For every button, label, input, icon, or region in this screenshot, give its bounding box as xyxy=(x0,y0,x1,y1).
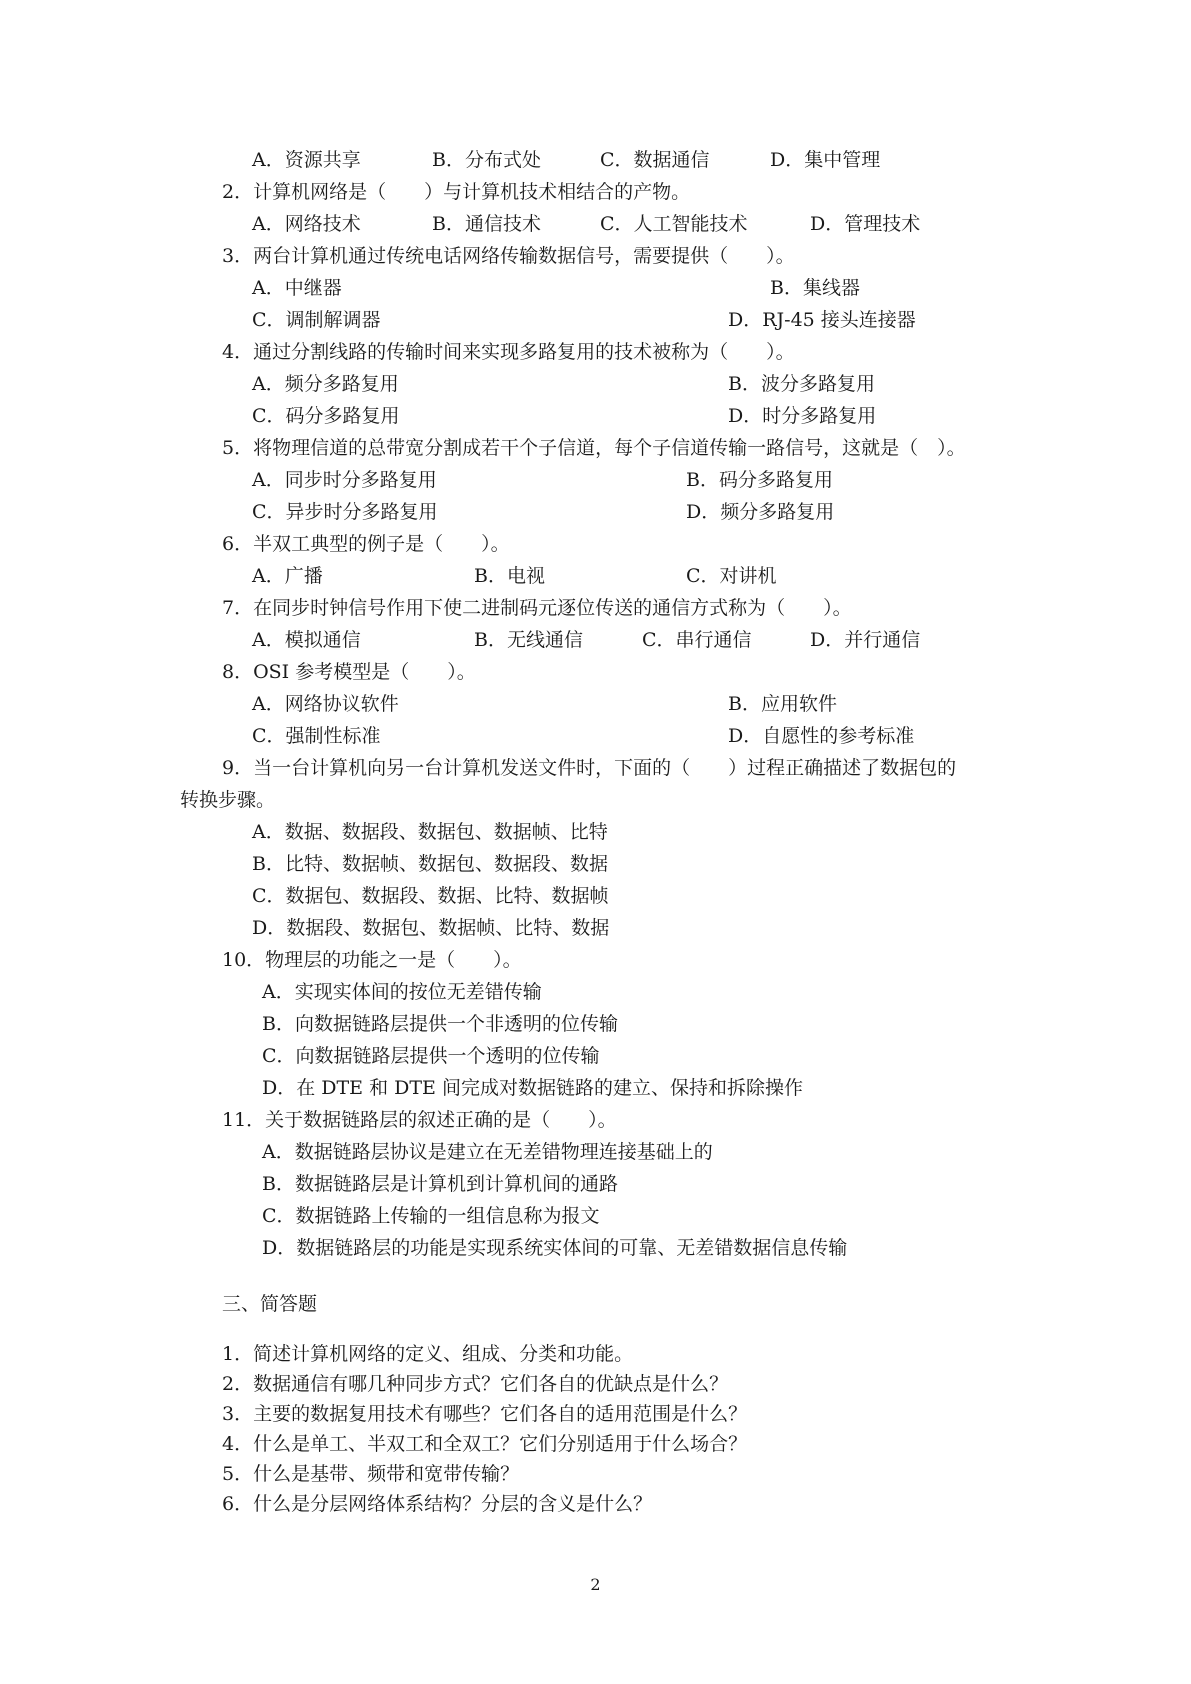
question-stem: 9．当一台计算机向另一台计算机发送文件时，下面的（ ）过程正确描述了数据包的 xyxy=(222,757,957,779)
option: B．无线通信 xyxy=(474,629,583,651)
option: A．网络技术 xyxy=(252,213,361,235)
option: B．波分多路复用 xyxy=(728,373,875,395)
option: B．数据链路层是计算机到计算机间的通路 xyxy=(262,1173,618,1195)
option: B．向数据链路层提供一个非透明的位传输 xyxy=(262,1013,618,1035)
option: B．集线器 xyxy=(770,277,860,299)
option: C．数据包、数据段、数据、比特、数据帧 xyxy=(252,885,609,907)
option: D．数据段、数据包、数据帧、比特、数据 xyxy=(252,917,610,939)
option: D．RJ-45 接头连接器 xyxy=(728,309,916,331)
option: A．中继器 xyxy=(252,277,342,299)
short-answer-question: 5．什么是基带、频带和宽带传输？ xyxy=(222,1463,520,1485)
option: A．广播 xyxy=(252,565,323,587)
short-answer-question: 2．数据通信有哪几种同步方式？它们各自的优缺点是什么？ xyxy=(222,1373,729,1395)
short-answer-question: 4．什么是单工、半双工和全双工？它们分别适用于什么场合？ xyxy=(222,1433,748,1455)
option: B．码分多路复用 xyxy=(686,469,833,491)
question-stem-continued: 转换步骤。 xyxy=(180,789,276,811)
option: D．自愿性的参考标准 xyxy=(728,725,915,747)
question-stem: 6．半双工典型的例子是（ ）。 xyxy=(222,533,510,555)
page-number: 2 xyxy=(590,1575,601,1594)
option: D．时分多路复用 xyxy=(728,405,877,427)
option: C．数据链路上传输的一组信息称为报文 xyxy=(262,1205,600,1227)
section-heading: 三、简答题 xyxy=(222,1293,318,1315)
option: D．集中管理 xyxy=(770,149,881,171)
question-stem: 4．通过分割线路的传输时间来实现多路复用的技术被称为（ ）。 xyxy=(222,341,795,363)
option: A．数据、数据段、数据包、数据帧、比特 xyxy=(252,821,608,843)
short-answer-question: 1．简述计算机网络的定义、组成、分类和功能。 xyxy=(222,1343,634,1365)
option: C．人工智能技术 xyxy=(600,213,748,235)
option: D．并行通信 xyxy=(810,629,921,651)
question-stem: 10．物理层的功能之一是（ ）。 xyxy=(222,949,522,971)
short-answer-question: 6．什么是分层网络体系结构？分层的含义是什么？ xyxy=(222,1493,653,1515)
option: B．比特、数据帧、数据包、数据段、数据 xyxy=(252,853,608,875)
question-stem: 5．将物理信道的总带宽分割成若干个子信道，每个子信道传输一路信号，这就是（ ）。 xyxy=(222,437,966,459)
option: B．通信技术 xyxy=(432,213,541,235)
option: C．串行通信 xyxy=(642,629,752,651)
short-answer-question: 3．主要的数据复用技术有哪些？它们各自的适用范围是什么？ xyxy=(222,1403,748,1425)
option: D．频分多路复用 xyxy=(686,501,835,523)
option: B．应用软件 xyxy=(728,693,837,715)
question-stem: 11．关于数据链路层的叙述正确的是（ ）。 xyxy=(222,1109,617,1131)
option: A．实现实体间的按位无差错传输 xyxy=(262,981,542,1003)
option: A．网络协议软件 xyxy=(252,693,399,715)
option: A．同步时分多路复用 xyxy=(252,469,437,491)
option: B．电视 xyxy=(474,565,545,587)
option: C．对讲机 xyxy=(686,565,777,587)
option: C．向数据链路层提供一个透明的位传输 xyxy=(262,1045,600,1067)
option: C．调制解调器 xyxy=(252,309,381,331)
question-stem: 8．OSI 参考模型是（ ）。 xyxy=(222,661,476,683)
option: D．数据链路层的功能是实现系统实体间的可靠、无差错数据信息传输 xyxy=(262,1237,848,1259)
option: A．模拟通信 xyxy=(252,629,361,651)
option: C．强制性标准 xyxy=(252,725,381,747)
option: D．在 DTE 和 DTE 间完成对数据链路的建立、保持和拆除操作 xyxy=(262,1077,803,1099)
option: C．数据通信 xyxy=(600,149,710,171)
option: A．频分多路复用 xyxy=(252,373,399,395)
question-stem: 2．计算机网络是（ ）与计算机技术相结合的产物。 xyxy=(222,181,691,203)
option: C．码分多路复用 xyxy=(252,405,400,427)
option: A．数据链路层协议是建立在无差错物理连接基础上的 xyxy=(262,1141,713,1163)
question-stem: 3．两台计算机通过传统电话网络传输数据信号，需要提供（ ）。 xyxy=(222,245,795,267)
option: A．资源共享 xyxy=(252,149,361,171)
option: C．异步时分多路复用 xyxy=(252,501,438,523)
option: D．管理技术 xyxy=(810,213,921,235)
option: B．分布式处 xyxy=(432,149,541,171)
question-stem: 7．在同步时钟信号作用下使二进制码元逐位传送的通信方式称为（ ）。 xyxy=(222,597,852,619)
